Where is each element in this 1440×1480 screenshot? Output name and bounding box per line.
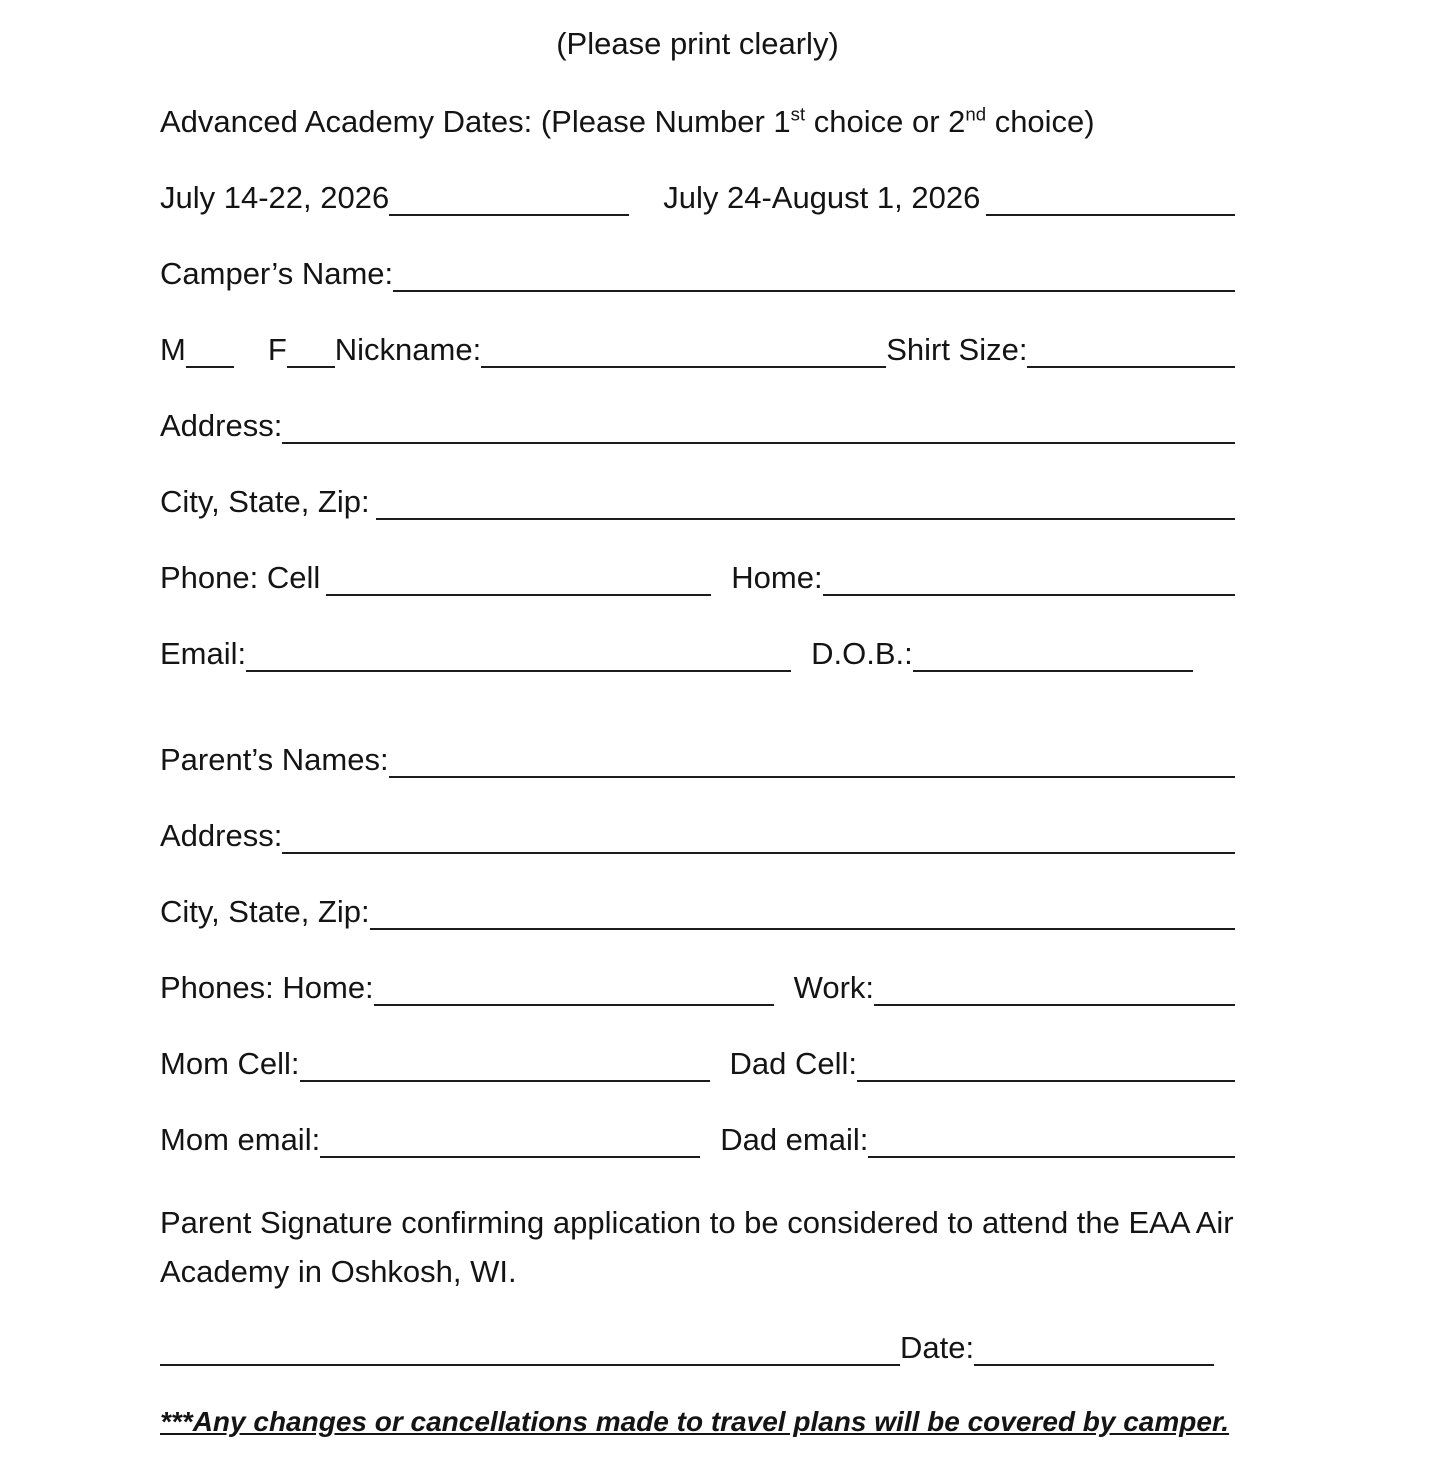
camper-address-label: Address: xyxy=(160,408,283,443)
dad-email-label: Dad email: xyxy=(720,1122,869,1157)
parent-phones-row xyxy=(160,970,1235,1006)
print-clearly-notice: (Please print clearly) xyxy=(556,26,839,61)
shirt-size-field[interactable] xyxy=(1027,334,1235,368)
camper-name-label: Camper’s Name: xyxy=(160,256,394,291)
date-label: Date: xyxy=(900,1330,975,1365)
parents-names-field[interactable] xyxy=(389,744,1235,778)
nickname-label: Nickname: xyxy=(334,332,482,367)
phone-home-label: Home: xyxy=(731,560,823,595)
parent-address-label: Address: xyxy=(160,818,283,853)
parents-names-row xyxy=(160,742,1235,778)
parent-address-row xyxy=(160,818,1235,854)
camper-address-field[interactable] xyxy=(282,410,1235,444)
female-label: F xyxy=(267,332,287,367)
dates-heading-text-3: choice) xyxy=(986,104,1095,139)
ordinal-nd: nd xyxy=(965,103,987,125)
phone-cell-field[interactable] xyxy=(326,562,711,596)
parent-cell-row xyxy=(160,1046,1235,1082)
phone-cell-label: Phone: Cell xyxy=(160,560,321,595)
parent-city-state-zip-field[interactable] xyxy=(370,896,1235,930)
ordinal-st: st xyxy=(790,103,806,125)
phone-home-field[interactable] xyxy=(823,562,1235,596)
mom-email-field[interactable] xyxy=(320,1124,700,1158)
dad-cell-field[interactable] xyxy=(857,1048,1235,1082)
date-choices-row xyxy=(160,180,1235,216)
phones-home-field[interactable] xyxy=(374,972,774,1006)
work-field[interactable] xyxy=(874,972,1235,1006)
male-field[interactable] xyxy=(186,334,234,368)
email-label: Email: xyxy=(160,636,247,671)
mom-cell-field[interactable] xyxy=(300,1048,710,1082)
parent-email-row xyxy=(160,1122,1235,1158)
date-option2-label: July 24-August 1, 2026 xyxy=(663,180,981,215)
dob-label: D.O.B.: xyxy=(811,636,913,671)
camper-name-row xyxy=(160,256,1235,292)
date-option2-field[interactable] xyxy=(986,182,1235,216)
email-field[interactable] xyxy=(246,638,791,672)
date-option1-field[interactable] xyxy=(389,182,629,216)
shirt-size-label: Shirt Size: xyxy=(886,332,1028,367)
camper-address-row xyxy=(160,408,1235,444)
dob-field[interactable] xyxy=(913,638,1193,672)
dates-heading-text: Advanced Academy Dates: (Please Number 1 xyxy=(160,104,791,139)
female-field[interactable] xyxy=(287,334,335,368)
signature-date-row xyxy=(160,1330,1235,1366)
work-label: Work: xyxy=(793,970,875,1005)
mom-email-label: Mom email: xyxy=(160,1122,321,1157)
camper-city-state-zip-row xyxy=(160,484,1235,520)
phones-home-label: Phones: Home: xyxy=(160,970,374,1005)
camper-name-field[interactable] xyxy=(393,258,1235,292)
parents-names-label: Parent’s Names: xyxy=(160,742,389,777)
signature-statement: Parent Signature confirming application to be considered to attend the EAA Air Academy in Oshkosh, WI. xyxy=(160,1205,1234,1289)
parent-city-state-zip-label: City, State, Zip: xyxy=(160,894,370,929)
date-option1-label: July 14-22, 2026 xyxy=(160,180,390,215)
camper-phone-row xyxy=(160,560,1235,596)
mom-cell-label: Mom Cell: xyxy=(160,1046,300,1081)
parent-address-field[interactable] xyxy=(282,820,1235,854)
travel-changes-note: ***Any changes or cancellations made to travel plans will be covered by camper. xyxy=(160,1406,1230,1437)
advanced-academy-dates-heading xyxy=(160,104,1235,140)
gender-nickname-shirt-row xyxy=(160,332,1235,368)
camper-city-state-zip-label: City, State, Zip: xyxy=(160,484,370,519)
camper-city-state-zip-field[interactable] xyxy=(376,486,1235,520)
date-field[interactable] xyxy=(974,1332,1214,1366)
dates-heading-text-2: choice or 2 xyxy=(805,104,966,139)
dad-email-field[interactable] xyxy=(868,1124,1235,1158)
camper-email-dob-row xyxy=(160,636,1235,672)
male-label: M xyxy=(160,332,186,367)
parent-city-state-zip-row xyxy=(160,894,1235,930)
nickname-field[interactable] xyxy=(481,334,886,368)
dad-cell-label: Dad Cell: xyxy=(729,1046,858,1081)
parent-signature-field[interactable] xyxy=(160,1332,900,1366)
